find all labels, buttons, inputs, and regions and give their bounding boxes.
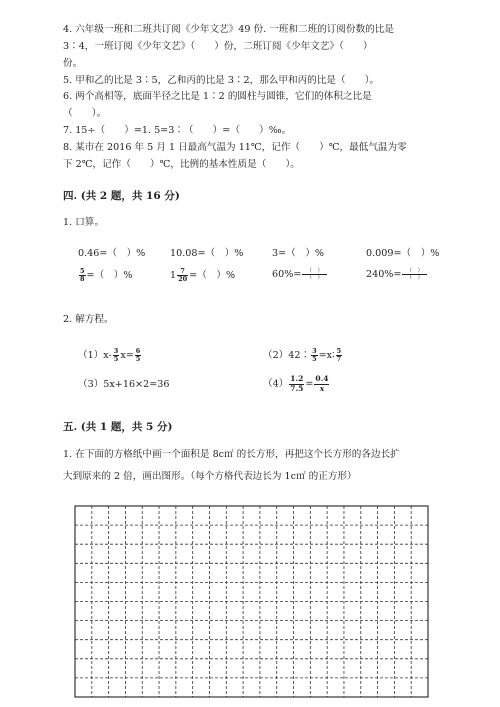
numerator: 5 <box>336 347 342 355</box>
q8-line2: 下 2℃，记作（ ）℃，比例的基本性质是（ ）。 <box>63 159 300 170</box>
q4-line1: 4. 六年级一班和二班共订阅《少年文艺》49 份. 一班和二班的订阅份数的比是 <box>63 24 394 35</box>
oral-r2c4 <box>366 268 428 281</box>
oral-r1c4: 0.009=（ ）% <box>366 248 440 259</box>
eq-label: （4） <box>263 378 289 390</box>
denominator: 8 <box>80 275 85 283</box>
fraction <box>289 375 304 393</box>
oral-r2c1-tail: =（ ）% <box>86 270 133 281</box>
fraction <box>113 348 120 363</box>
oral-r1c3: 3=（ ）% <box>272 248 325 259</box>
denominator: 5 <box>135 355 141 363</box>
oral-r2c2-tail: =（ ）% <box>189 270 236 281</box>
blank-numerator: （ ） <box>402 268 427 275</box>
oral-r2c3 <box>272 268 328 281</box>
equation-title: 2. 解方程。 <box>63 314 114 325</box>
q6-line1: 6. 两个高相等，底面半径之比是 1∶2 的圆柱与圆锥，它们的体积之比是 <box>63 91 372 102</box>
grid-question-line2: 大到原来的 2 倍，画出图形。（每个方格代表边长为 1c㎡ 的正方形） <box>63 471 357 482</box>
q5-line: 5. 甲和乙的比是 3∶5，乙和丙的比是 3∶2，那么甲和丙的比是（ ）。 <box>63 75 380 86</box>
equation-3: （3）5x+16×2=36 <box>78 379 170 390</box>
oral-calc-title: 1. 口算。 <box>63 217 104 228</box>
denominator: 5 <box>312 355 317 363</box>
blank-denominator: （ ） <box>406 275 423 281</box>
eq-text: x- <box>103 350 112 361</box>
q4-line2: 3∶4，一班订阅《少年文艺》（ ）份，二班订阅《少年文艺》（ ） <box>63 41 373 52</box>
numerator: 1.2 <box>290 374 304 383</box>
blank-fraction <box>402 268 427 281</box>
oral-r2c2 <box>170 268 235 283</box>
blank-numerator: （ ） <box>302 268 327 275</box>
numerator: 0.4 <box>315 374 329 383</box>
fraction <box>79 268 86 283</box>
q8-line1: 8. 某市在 2016 年 5 月 1 日最高气温为 11℃，记作（ ）℃，最低气温为零 <box>63 142 407 153</box>
numerator: 6 <box>135 347 141 355</box>
denominator: 20 <box>178 275 188 283</box>
oral-r2c4-head: 240%= <box>366 269 402 280</box>
denominator: x <box>319 383 325 393</box>
fraction <box>336 348 343 363</box>
eq-label: （2） <box>263 350 289 361</box>
fraction <box>177 268 188 283</box>
numerator: 3 <box>113 347 119 355</box>
fraction <box>135 348 142 363</box>
blank-fraction <box>302 268 327 281</box>
grid-question-line1: 1. 在下面的方格纸中画一个面积是 8c㎡ 的长方形，再把这个长方形的各边长扩 <box>63 449 400 460</box>
eq-text: =x∶ <box>318 350 335 361</box>
numerator: 3 <box>312 347 317 355</box>
blank-denominator: （ ） <box>306 275 323 281</box>
q7-line: 7. 15÷（ ）=1. 5=3∶（ ）=（ ）‰。 <box>63 125 292 136</box>
denominator: 7 <box>336 355 342 363</box>
section4-title: 四. (共 2 题，共 16 分) <box>63 190 180 202</box>
equation-2 <box>263 348 343 363</box>
whole-number: 1 <box>170 270 177 281</box>
fraction <box>311 348 318 363</box>
equation-4 <box>263 375 330 393</box>
numerator: 7 <box>177 268 188 276</box>
oral-r2c1 <box>78 268 132 283</box>
oral-r1c2: 10.08=（ ）% <box>170 248 244 259</box>
denominator: 7.5 <box>290 383 304 393</box>
eq-text: 42∶ <box>288 350 311 361</box>
eq-text: x= <box>120 350 134 361</box>
drawing-grid[interactable] <box>74 505 430 699</box>
numerator: 5 <box>80 267 85 275</box>
equation-1 <box>78 348 142 363</box>
eq-label: （1） <box>78 350 104 361</box>
eq-text: = <box>305 378 314 390</box>
fraction <box>314 375 329 393</box>
oral-r2c3-head: 60%= <box>272 269 302 280</box>
denominator: 5 <box>113 355 119 363</box>
q6-line2: （ ）。 <box>63 108 107 119</box>
section5-title: 五. (共 1 题，共 5 分) <box>63 421 173 433</box>
q4-line3: 份。 <box>63 58 83 69</box>
oral-r1c1: 0.46=（ ）% <box>78 248 146 259</box>
